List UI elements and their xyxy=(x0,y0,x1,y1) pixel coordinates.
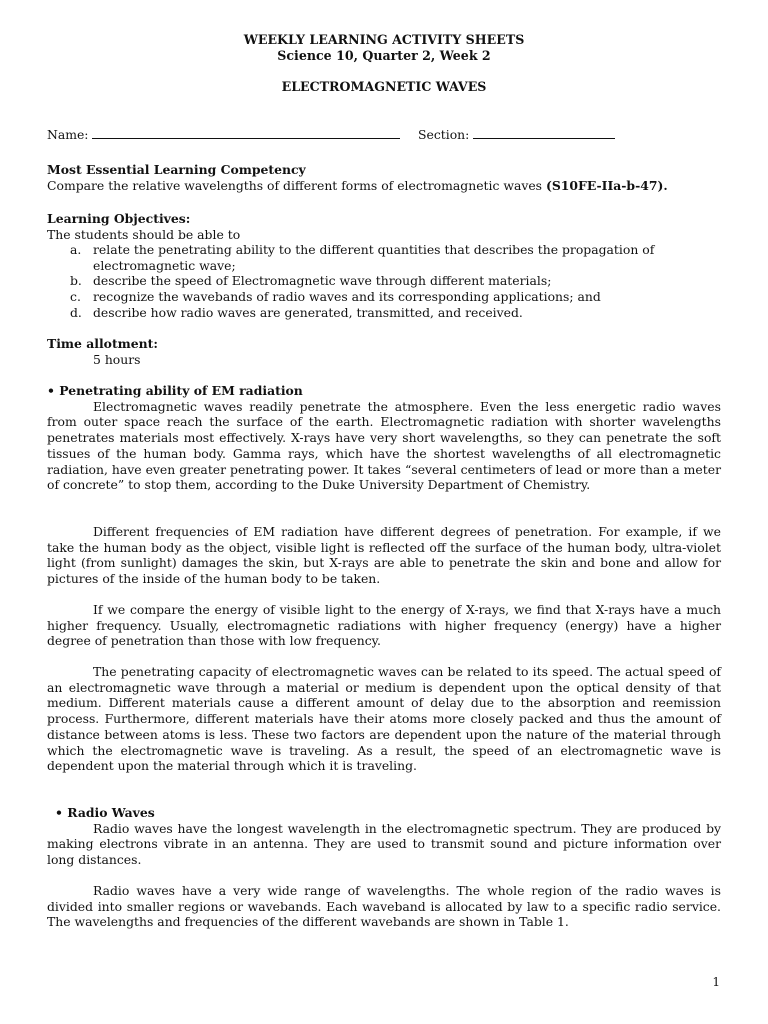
list-marker: d. xyxy=(70,304,82,320)
heading-text: Radio Waves xyxy=(67,805,155,820)
paragraph: Electromagnetic waves readily penetrate the atmosphere. Even the less energetic radio waves from outer space reach the surface of the earth. Electromagnetic radiation with shorter wavelengths penetrates materials most effectively. X-rays have very short wavelengths, so they can penetrate the soft tissues of the human body. Gamma rays, which have the shortest wavelengths of all electromagnetic radiation, have even greater penetrating power. It takes “several centimeters of lead or more than a meter of concrete” to stop them, according to the Duke University Department of Chemistry. xyxy=(47,398,721,493)
name-blank-line[interactable] xyxy=(92,127,400,139)
name-field[interactable] xyxy=(47,127,400,142)
list-marker: b. xyxy=(70,273,82,289)
section-field[interactable] xyxy=(418,127,615,142)
list-text: describe the speed of Electromagnetic wave through different materials; xyxy=(93,273,552,289)
heading-text: Penetrating ability of EM radiation xyxy=(59,383,303,398)
objectives-list xyxy=(47,242,721,321)
list-item xyxy=(47,242,721,273)
paragraph: Radio waves have a very wide range of wavelengths. The whole region of the radio waves is divided into smaller regions or wavebands. Each waveband is allocated by law to a specific radio service. The wavelengths and frequencies of the different wavebands are shown in Table 1. xyxy=(47,883,721,930)
objectives-heading: Learning Objectives: xyxy=(47,211,191,226)
competency-heading: Most Essential Learning Competency xyxy=(47,162,306,177)
paragraph: Radio waves have the longest wavelength in the electromagnetic spectrum. They are produced by making electrons vibrate in an antenna. They are used to transmit sound and picture information over long distances. xyxy=(47,820,721,868)
page-number: 1 xyxy=(712,975,720,989)
objectives-block xyxy=(47,211,721,242)
paragraph: Different frequencies of EM radiation have different degrees of penetration. For example, if we take the human body as the object, visible light is reflected off the surface of the human body, ultra-violet light (from sunlight) damages the skin, but X-rays are able to penetrate the skin and bone and allow for pictures of the inside of the human body to be taken. xyxy=(47,524,721,587)
time-heading: Time allotment: xyxy=(47,336,158,351)
paragraph: If we compare the energy of visible light to the energy of X-rays, we find that X-rays have a much higher frequency. Usually, electromagnetic radiations with higher frequency (energy) have a higher degree of penetration than those with low frequency. xyxy=(47,602,721,649)
bullet-icon: • xyxy=(47,383,55,398)
topic-title: ELECTROMAGNETIC WAVES xyxy=(281,79,487,94)
list-text: relate the penetrating ability to the different quantities that describes the propagation of electromagnetic wave; xyxy=(93,242,655,273)
competency-block xyxy=(47,162,721,193)
list-marker: a. xyxy=(70,242,82,257)
time-block xyxy=(47,336,721,367)
competency-text: Compare the relative wavelengths of different forms of electromagnetic waves xyxy=(47,177,543,193)
list-item xyxy=(47,289,721,305)
section-heading xyxy=(47,805,721,821)
objectives-intro: The students should be able to xyxy=(47,226,241,242)
list-text: describe how radio waves are generated, transmitted, and received. xyxy=(93,304,523,320)
time-value: 5 hours xyxy=(93,351,141,367)
section-penetrating xyxy=(47,383,721,493)
name-label: Name: xyxy=(47,127,89,142)
list-item xyxy=(47,273,721,289)
section-heading xyxy=(47,383,721,399)
sheet-subtitle: Science 10, Quarter 2, Week 2 xyxy=(277,48,491,63)
section-radio-waves xyxy=(47,805,721,868)
section-label: Section: xyxy=(418,127,470,142)
list-marker: c. xyxy=(70,289,81,305)
competency-statement xyxy=(47,178,721,194)
section-blank-line[interactable] xyxy=(473,127,615,139)
competency-code: (S10FE-IIa-b-47). xyxy=(545,177,668,193)
sheet-title: WEEKLY LEARNING ACTIVITY SHEETS xyxy=(243,32,525,47)
list-item xyxy=(47,305,721,321)
list-text: recognize the wavebands of radio waves and its corresponding applications; and xyxy=(93,289,601,305)
paragraph: The penetrating capacity of electromagnetic waves can be related to its speed. The actual speed of an electromagnetic wave through a material or medium is dependent upon the optical density of that medium. Different materials cause a different amount of delay due to the absorption and reemission process. Furthermore, different materials have their atoms more closely packed and thus the amount of distance between atoms is less. These two factors are dependent upon the nature of the material through which the electromagnetic wave is traveling. As a result, the speed of an electromagnetic wave is dependent upon the material through which it is traveling. xyxy=(47,664,721,774)
bullet-icon: • xyxy=(55,805,63,820)
